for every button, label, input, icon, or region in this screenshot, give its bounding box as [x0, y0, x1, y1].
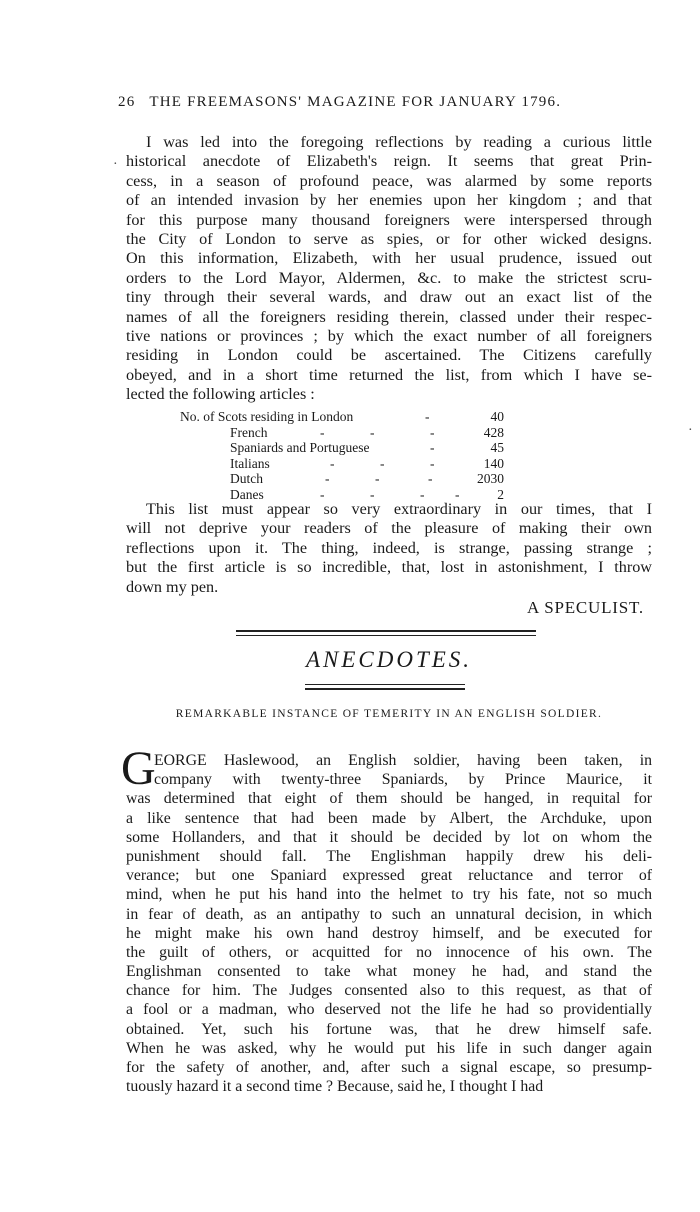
text-line: he might make his own hand destroy himself, and be executed for: [126, 924, 652, 942]
text-line: tiny through their several wards, and draw out an exact list of the: [126, 288, 652, 307]
text-line: punishment should fall. The Englishman happily drew his deli-: [126, 847, 652, 865]
rule-top-thin: [236, 635, 536, 636]
text-line: was determined that eight of them should be hanged, in requital for: [126, 790, 652, 808]
leader-dash: -: [320, 486, 325, 502]
text-line: residing in London could be ascertained. The Citizens carefully: [126, 346, 652, 365]
text-line: When he was asked, why he would put his life in such danger again: [126, 1039, 652, 1057]
text-line: This list must appear so very extraordinary in our times, that I: [146, 500, 652, 518]
anecdote-paragraph: [126, 751, 652, 1096]
foreigners-row: [180, 471, 510, 487]
nation-count: 45: [490, 440, 504, 455]
nation-label: Italians: [230, 455, 270, 471]
text-line: tuously hazard it a second time ? Because, said he, I thought I had: [126, 1078, 544, 1096]
text-line: Englishman consented to take what money he had, and stand the: [126, 963, 652, 981]
anecdote-subhead: REMARKABLE INSTANCE OF TEMERITY IN AN ENGLISH SOLDIER.: [175, 708, 603, 720]
rule-top-thick: [236, 630, 536, 632]
leader-dash: -: [320, 424, 325, 440]
drop-cap: G: [121, 742, 156, 795]
text-line: some Hollanders, and that it should be decided by lot on whom the: [126, 828, 652, 846]
foreigners-row: [180, 440, 510, 456]
text-line: I was led into the foregoing reflections by reading a curious little: [146, 133, 652, 151]
leader-dash: -: [430, 440, 435, 455]
nation-label: Danes: [230, 486, 264, 502]
nation-count: 140: [483, 455, 504, 471]
text-line: company with twenty-three Spaniards, by Prince Maurice, it: [154, 771, 652, 789]
margin-dot-mark: ·: [113, 157, 118, 172]
text-line: reflections upon it. The thing, indeed, is strange, passing strange ;: [126, 538, 652, 557]
magazine-title: THE FREEMASONS' MAGAZINE FOR JANUARY 1796.: [149, 94, 562, 110]
text-line: obtained. Yet, such his fortune was, that he drew himself safe.: [126, 1020, 652, 1038]
text-line: EORGE Haslewood, an English soldier, having been taken, in: [154, 752, 652, 769]
text-line: chance for him. The Judges consented also to this request, as that of: [126, 982, 652, 1000]
text-line: lected the following articles :: [126, 385, 315, 404]
nation-count: 40: [490, 409, 504, 424]
leader-dash: -: [330, 455, 335, 471]
text-line: On this information, Elizabeth, with her usual prudence, issued out: [126, 249, 652, 268]
nation-label: Spaniards and Portuguese: [230, 440, 370, 455]
afterword-paragraph: [126, 500, 652, 597]
foreigners-list: [180, 409, 510, 502]
section-title: ANECDOTES.: [305, 647, 473, 672]
leader-dash: -: [370, 486, 375, 502]
leader-dash: -: [430, 455, 435, 471]
leader-dash: -: [425, 409, 430, 424]
text-line: for this purpose many thousand foreigners were interspersed through: [126, 210, 652, 229]
nation-count: 428: [483, 424, 504, 440]
text-line: down my pen.: [126, 577, 219, 596]
text-line: a fool or a madman, who deserved not the life he had so providentially: [126, 1001, 652, 1019]
text-line: obeyed, and in a short time returned the list, from which I have se-: [126, 365, 652, 384]
nation-count: 2030: [477, 471, 504, 486]
leader-dash: -: [380, 455, 385, 471]
leader-dash: -: [420, 486, 425, 502]
foreigners-row: [180, 409, 510, 425]
text-line: names of all the foreigners residing therein, classed under their respec-: [126, 307, 652, 326]
leader-dash: -: [375, 471, 380, 486]
page-number: 26: [118, 94, 136, 110]
margin-dot-mark: ·: [688, 423, 693, 438]
rule-bottom-thin: [305, 684, 465, 685]
text-line: for the safety of another, and, after such a signal escape, so presump-: [126, 1059, 652, 1076]
leader-dash: -: [370, 424, 375, 440]
text-line: in fear of death, as an antipathy to such an unnatural decision, in which: [126, 905, 652, 923]
text-line: historical anecdote of Elizabeth's reign. It seems that great Prin-: [126, 152, 652, 171]
text-line: the guilt of others, or acquitted for no innocence of his own. The: [126, 943, 652, 961]
leader-dash: -: [428, 471, 433, 486]
text-line: will not deprive your readers of the pleasure of making their own: [126, 519, 652, 538]
nation-label: French: [230, 424, 268, 440]
running-head: [118, 94, 648, 111]
nation-label: Dutch: [230, 471, 263, 486]
text-line: orders to the Lord Mayor, Aldermen, &c. to make the strictest scru-: [126, 268, 652, 287]
text-line: of an intended invasion by her enemies upon her kingdom ; and that: [126, 191, 652, 210]
text-line: a like sentence that had been made by Albert, the Archduke, upon: [126, 809, 652, 827]
text-line: the City of London to serve as spies, or for other wicked designs.: [126, 229, 652, 248]
intro-paragraph: [126, 133, 652, 404]
leader-dash: -: [430, 424, 435, 440]
leader-dash: -: [455, 486, 460, 502]
nation-count: 2: [497, 486, 504, 502]
nation-label: No. of Scots residing in London: [180, 409, 354, 424]
rule-bottom-thick: [305, 688, 465, 690]
text-line: tive nations or provinces ; by which the exact number of all foreigners: [126, 326, 652, 345]
leader-dash: -: [325, 471, 330, 486]
foreigners-row: [180, 425, 510, 441]
foreigners-row: [180, 456, 510, 472]
text-line: cess, in a season of profound peace, was alarmed by some reports: [126, 171, 652, 190]
text-line: mind, when he put his hand into the helmet to try his fate, not so much: [126, 886, 652, 904]
signature: A SPECULIST.: [527, 598, 644, 617]
text-line: but the first article is so incredible, that, lost in astonishment, I throw: [126, 558, 652, 577]
text-line: verance; but one Spaniard expressed great reluctance and terror of: [126, 867, 652, 885]
